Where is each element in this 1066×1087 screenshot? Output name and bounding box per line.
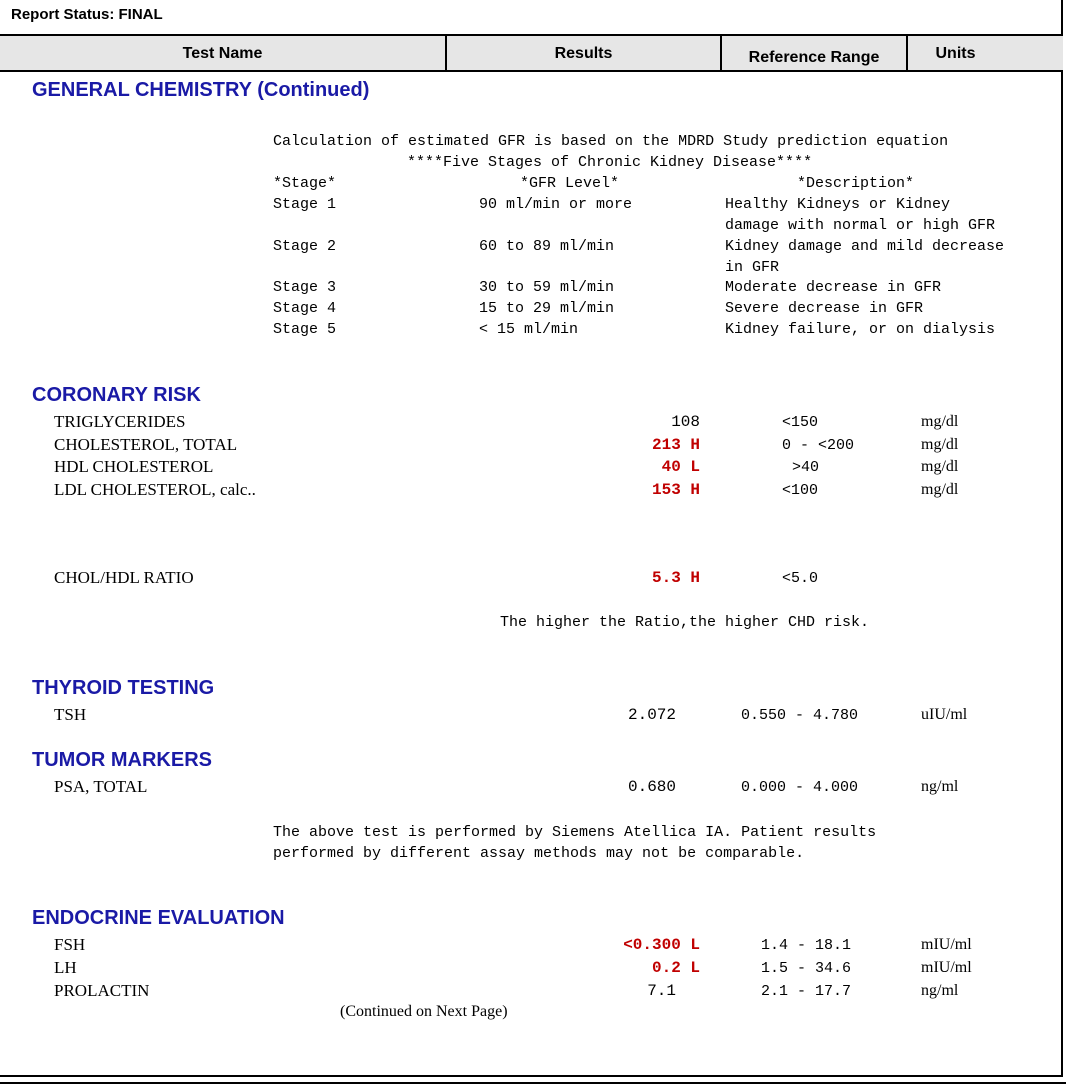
gfr-stage: Stage 3 [273,279,337,296]
test-result-flagged: <0.300 L [623,936,700,954]
section-general-chemistry: GENERAL CHEMISTRY (Continued) [32,79,370,101]
section-coronary-risk: CORONARY RISK [32,384,201,406]
reference-range: <150 [782,414,819,431]
gfr-description: Severe decrease in GFR [725,300,924,317]
bottom-rule [0,1082,1066,1084]
test-unit: uIU/ml [921,706,968,723]
gfr-head-stage: *Stage* [273,175,337,192]
gfr-stage: Stage 2 [273,238,337,255]
gfr-stage: Stage 5 [273,321,337,338]
test-result-flagged: 0.2 L [651,959,700,977]
test-result: 108 [671,413,700,431]
test-name: LH [54,958,77,977]
gfr-level: 90 ml/min or more [479,196,633,213]
test-name: HDL CHOLESTEROL [54,457,214,476]
col-reference-range: Reference Range [748,49,880,66]
test-result-flagged: 40 L [661,458,700,476]
column-header-row [0,34,1063,72]
test-name: CHOL/HDL RATIO [54,568,194,587]
gfr-head-level: *GFR Level* [520,175,620,192]
gfr-description: Kidney failure, or on dialysis [725,321,996,338]
section-endocrine-evaluation: ENDOCRINE EVALUATION [32,907,285,929]
gfr-stage: Stage 1 [273,196,337,213]
test-name: CHOLESTEROL, TOTAL [54,435,238,454]
continued-note: (Continued on Next Page) [340,1003,508,1020]
gfr-description: Moderate decrease in GFR [725,279,942,296]
test-unit: mg/dl [921,436,959,453]
gfr-description: Kidney damage and mild decrease [725,238,1005,255]
test-unit: mg/dl [921,413,959,430]
test-result-flagged: 5.3 H [651,569,700,587]
test-unit: mg/dl [921,458,959,475]
ratio-note: The higher the Ratio,the higher CHD risk. [500,614,870,631]
test-name: FSH [54,935,86,954]
test-unit: ng/ml [921,778,959,795]
test-unit: mIU/ml [921,936,972,953]
test-name: TSH [54,705,87,724]
section-thyroid-testing: THYROID TESTING [32,677,215,699]
gfr-level: 30 to 59 ml/min [479,279,615,296]
test-name: PSA, TOTAL [54,777,148,796]
report-status: Report Status: FINAL [11,6,163,23]
test-unit: mg/dl [921,481,959,498]
reference-range: 0 - <200 [782,437,855,454]
test-result: 7.1 [647,982,676,1000]
test-name: LDL CHOLESTEROL, calc.. [54,480,256,499]
reference-range: 1.4 - 18.1 [761,937,852,954]
section-tumor-markers: TUMOR MARKERS [32,749,212,771]
gfr-head-description: *Description* [797,175,915,192]
gfr-description: damage with normal or high GFR [725,217,996,234]
test-unit: mIU/ml [921,959,972,976]
gfr-note-title: ****Five Stages of Chronic Kidney Disease**** [407,154,813,171]
col-results: Results [554,45,613,62]
reference-range: >40 [792,459,820,476]
gfr-level: 15 to 29 ml/min [479,300,615,317]
gfr-note-line: Calculation of estimated GFR is based on the MDRD Study prediction equation [273,133,949,150]
reference-range: <5.0 [782,570,819,587]
reference-range: 0.550 - 4.780 [741,707,859,724]
gfr-level: 60 to 89 ml/min [479,238,615,255]
assay-note: performed by different assay methods may not be comparable. [273,845,805,862]
reference-range: <100 [782,482,819,499]
test-result-flagged: 213 H [651,436,700,454]
test-name: TRIGLYCERIDES [54,412,186,431]
reference-range: 2.1 - 17.7 [761,983,852,1000]
test-result-flagged: 153 H [651,481,700,499]
test-unit: ng/ml [921,982,959,999]
col-units: Units [935,45,976,62]
reference-range: 0.000 - 4.000 [741,779,859,796]
gfr-description: Healthy Kidneys or Kidney [725,196,951,213]
assay-note: The above test is performed by Siemens Atellica IA. Patient results [273,824,877,841]
test-result: 2.072 [627,706,676,724]
reference-range: 1.5 - 34.6 [761,960,852,977]
gfr-stage: Stage 4 [273,300,337,317]
gfr-level: < 15 ml/min [479,321,579,338]
test-result: 0.680 [627,778,676,796]
test-name: PROLACTIN [54,981,150,1000]
gfr-description: in GFR [725,259,780,276]
col-test-name: Test Name [182,45,263,62]
